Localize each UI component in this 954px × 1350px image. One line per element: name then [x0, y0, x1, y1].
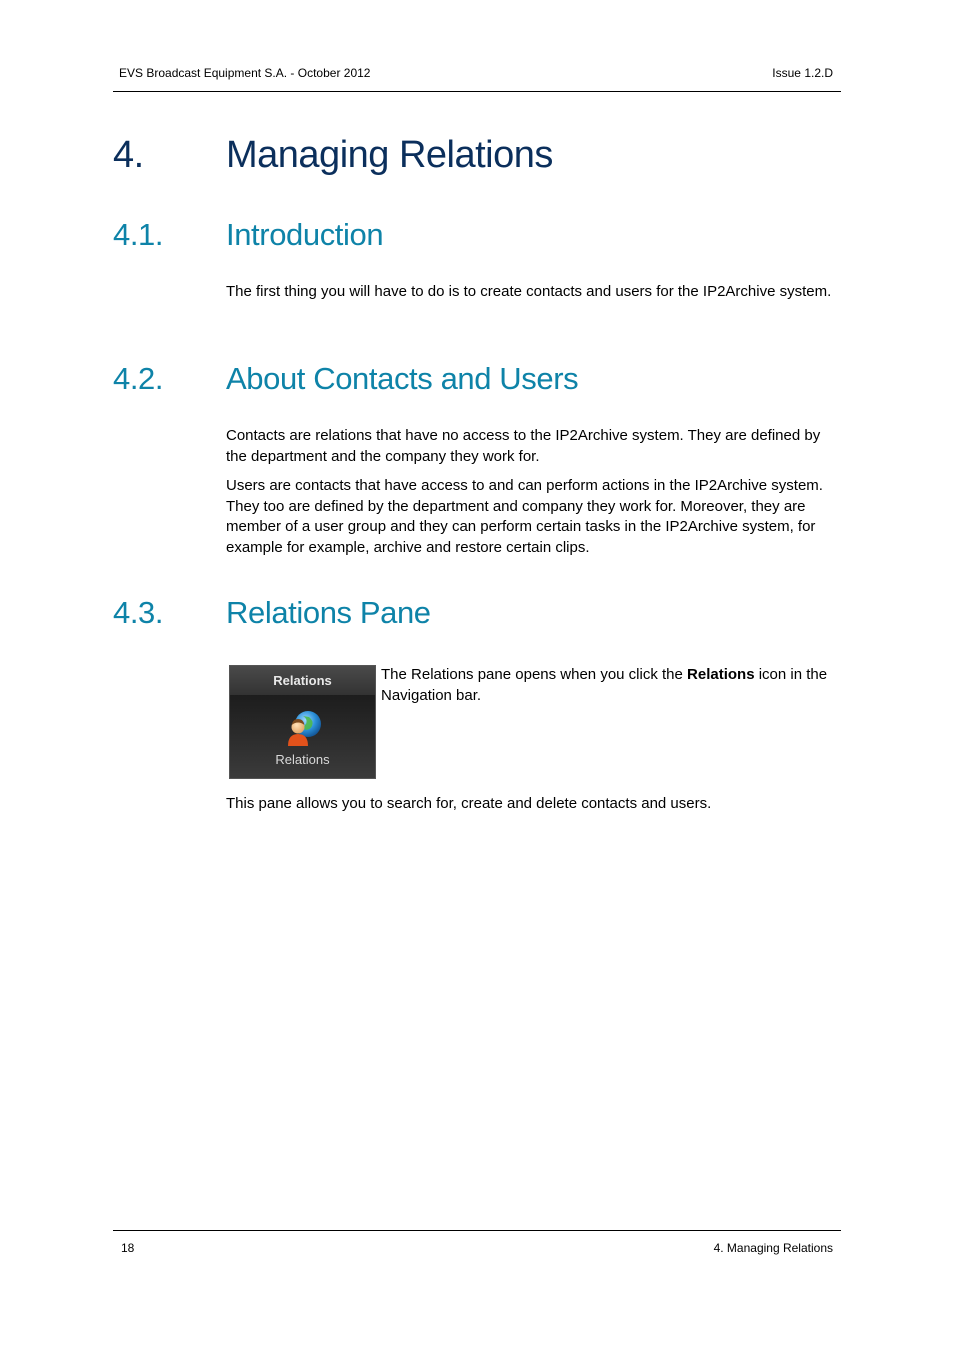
introduction-paragraph: The first thing you will have to do is to create contacts and users for the IP2Archive system. [226, 283, 832, 300]
intro-text-after: icon in the Navigation bar. [381, 666, 828, 704]
chapter-heading [113, 134, 553, 177]
section-number: 4.2. [113, 361, 164, 396]
relations-pane-paragraph: This pane allows you to search for, create and delete contacts and users. [226, 795, 712, 812]
section-heading-contacts-users [113, 361, 578, 397]
header-issue: Issue 1.2.D [772, 66, 833, 80]
footer-chapter-ref: 4. Managing Relations [713, 1241, 833, 1255]
page-number: 18 [121, 1241, 135, 1255]
intro-text-before: The Relations pane opens when you click the [381, 666, 688, 683]
contacts-paragraph: Contacts are relations that have no access to the IP2Archive system. They are defined by the department and the company they work for. [226, 427, 821, 465]
chapter-title: Managing Relations [226, 134, 553, 176]
page-header [113, 63, 841, 92]
users-paragraph: Users are contacts that have access to and can perform actions in the IP2Archive system. They too are defined by the department and company they work for. Moreover, they are member of a user group and they can perform certain tasks in the IP2Archive system, for example for example, archive and restore certain clips. [226, 477, 823, 556]
section-heading-relations-pane [113, 595, 431, 631]
relations-navigation-screenshot [229, 665, 376, 779]
header-publisher: EVS Broadcast Equipment S.A. - October 2012 [119, 66, 371, 80]
section-title: Relations Pane [226, 595, 431, 630]
intro-bold-relations: Relations [687, 666, 755, 683]
relations-icon-label: Relations [275, 752, 330, 767]
chapter-number: 4. [113, 134, 144, 176]
section-heading-introduction [113, 217, 383, 253]
section-number: 4.1. [113, 217, 164, 252]
relations-users-icon [284, 708, 324, 748]
navigation-bar-title: Relations [230, 666, 375, 695]
section-title: About Contacts and Users [226, 361, 579, 396]
section-title: Introduction [226, 217, 384, 252]
page-footer [113, 1230, 841, 1261]
relations-pane-intro [381, 665, 836, 706]
section-number: 4.3. [113, 595, 164, 630]
